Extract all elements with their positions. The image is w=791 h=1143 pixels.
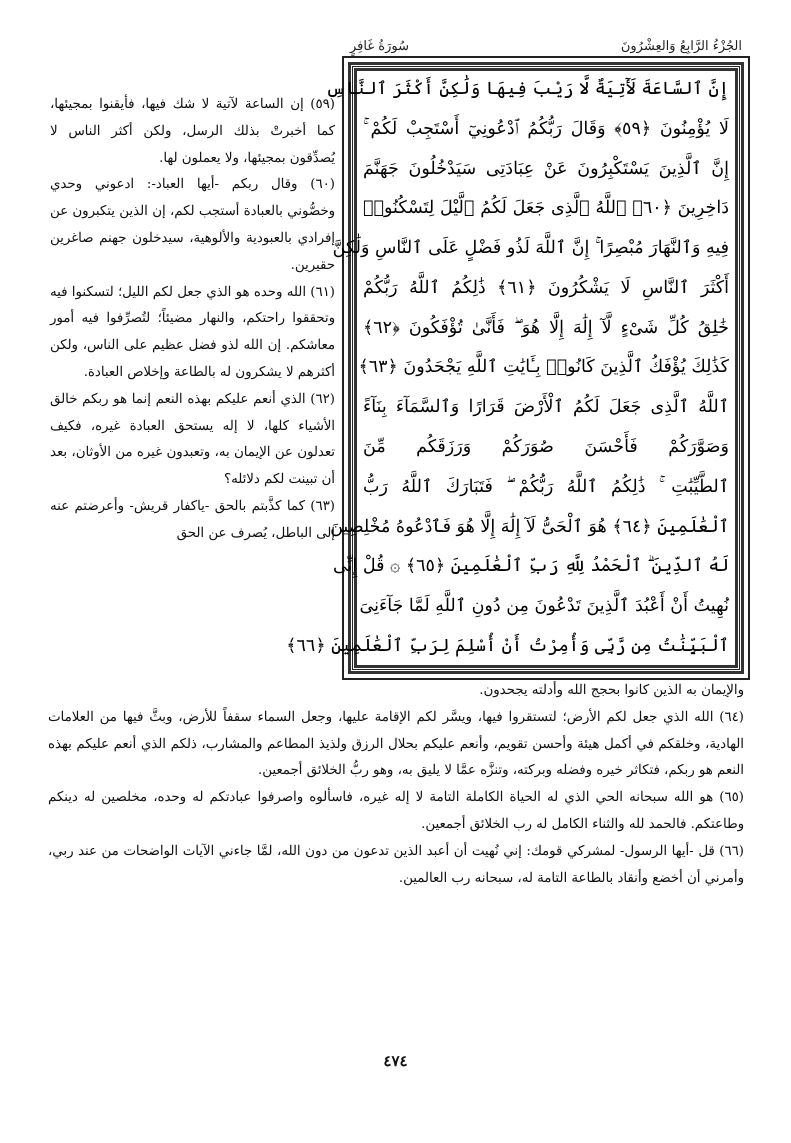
quran-line: ٱلْعَٰلَمِينَ ﴿٦٤﴾ هُوَ ٱلْحَىُّ لَآ إِلَٰهَ إِلَّا هُوَ فَٱدْعُوهُ مُخْلِصِينَ [330,516,729,537]
quran-line: لَهُ ٱلدِّينَ ۗ ٱلْحَمْدُ لِلَّهِ رَبِّ ٱلْعَٰلَمِينَ ﴿٦٥﴾ ۞ قُلْ إِنِّى [332,556,729,577]
quran-line: وَصَوَّرَكُمْ فَأَحْسَنَ صُوَرَكُمْ وَرَزَقَكُم مِّنَ [363,437,729,458]
quran-line: ٱللَّهُ ٱلَّذِى جَعَلَ لَكُمُ ٱلْأَرْضَ قَرَارًا وَٱلسَّمَآءَ بِنَآءً [363,397,729,418]
quran-line: دَاخِرِينَ ﴿٦٠﴾ ٱللَّهُ ٱلَّذِى جَعَلَ لَكُمُ ٱلَّيْلَ لِتَسْكُنُوا۟ [363,198,730,219]
quran-line: كَذَٰلِكَ يُؤْفَكُ ٱلَّذِينَ كَانُوا۟ بِـَٔايَٰتِ ٱللَّهِ يَجْحَدُونَ ﴿٦٣﴾ [358,357,729,378]
tafsir-paragraph: (٦٢) الذي أنعم عليكم بهذه النعم إنما هو ربكم خالق الأشياء كلها، لا إله يستحق العبادة غيره، فكيف تعدلون عن الإيمان به، وتعبدون غيره من الأوثان، بعد أن تبينت لكم دلائله؟ [50,391,335,488]
tafsir-paragraph: (٦٣) كما كذَّبتم بالحق -ياكفار قريش- وأعرضتم عنه إلى الباطل، يُصرف عن الحق [50,498,335,541]
tafsir-paragraph: (٦٤) الله الذي جعل لكم الأرض؛ لتستقروا فيها، ويسَّر لكم الإقامة عليها، وجعل السماء سقفاً للأرض، وبثَّ فيها من العلامات الهادية، وخلقكم في أكمل هيئة وأحسن تقويم، وأنعم عليكم بحلال الرزق ولذيذ المطاعم والمشارب، ذلكم الذي أنعم عليكم بهذه النعم هو ربكم، فتكاثر خيره وفضله وبركته، وتنزَّه عمَّا لا يليق به، وهو ربُّ الخلائق أجمعين. [48,709,744,779]
quran-text-block [286,66,740,670]
tafsir-paragraph: (٥٩) إن الساعة لآتية لا شك فيها، فأيقنوا بمجيئها، كما أخبرتْ بذلك الرسل، ولكن أكثر الناس لا يُصدِّقون بمجيئها، ولا يعملون لها. [50,97,335,166]
quran-line: خَٰلِقُ كُلِّ شَىْءٍ لَّآ إِلَٰهَ إِلَّا هُوَ ۖ فَأَنَّىٰ تُؤْفَكُونَ ﴿٦٢﴾ [363,317,729,338]
quran-line: إِنَّ ٱلَّذِينَ يَسْتَكْبِرُونَ عَنْ عِبَادَتِى سَيَدْخُلُونَ جَهَنَّمَ [363,158,729,179]
quran-line: إِنَّ ٱلسَّاعَةَ لَأٓتِيَةٌ لَّا رَيْبَ فِيهَا وَلَٰكِنَّ أَكْثَرَ ٱلنَّاسِ [325,79,729,99]
quran-line: ٱلْبَيِّنَٰتُ مِن رَّبِّى وَأُمِرْتُ أَنْ أُسْلِمَ لِرَبِّ ٱلْعَٰلَمِينَ ﴿٦٦﴾ [286,635,729,656]
page-header [350,34,742,58]
tafsir-side-column [50,92,335,548]
quran-line: فِيهِ وَٱلنَّهَارَ مُبْصِرًا ۚ إِنَّ ٱللَّهَ لَذُو فَضْلٍ عَلَى ٱلنَّاسِ وَلَٰكِنَّ [332,238,729,259]
quran-line: أَكْثَرَ ٱلنَّاسِ لَا يَشْكُرُونَ ﴿٦١﴾ ذَٰلِكُمُ ٱللَّهُ رَبُّكُمْ [363,277,729,298]
quran-line: لَا يُؤْمِنُونَ ﴿٥٩﴾ وَقَالَ رَبُّكُمُ ٱدْعُونِيٓ أَسْتَجِبْ لَكُمْ ۚ [363,118,729,139]
tafsir-paragraph: (٦٠) وقال ربكم -أيها العباد-: ادعوني وحدي وخصُّوني بالعبادة أستجب لكم، إن الذين يتكبرون عن إفرادي بالعبودية والألوهية، سيدخلون جهنم صاغرين حقيرين. [50,177,335,273]
quran-frame [286,56,750,680]
quran-line: ٱلطَّيِّبَٰتِ ۚ ذَٰلِكُمُ ٱللَّهُ رَبُّكُمْ ۖ فَتَبَارَكَ ٱللَّهُ رَبُّ [363,476,729,497]
juz-title: الجُزْءُ الرَّابِعُ وَالعِشْرُونَ [620,38,742,54]
quran-line: نُهِيتُ أَنْ أَعْبُدَ ٱلَّذِينَ تَدْعُونَ مِن دُونِ ٱللَّهِ لَمَّا جَآءَنِىَ [359,596,729,617]
tafsir-full-width [48,678,744,892]
surah-title: سُورَةُ غَافِرٍ [350,38,409,54]
page-number: ٤٧٤ [383,1052,408,1070]
tafsir-paragraph: والإيمان به الذين كانوا بحجج الله وأدلته يجحدون. [479,683,744,698]
tafsir-paragraph: (٦٥) هو الله سبحانه الحي الذي له الحياة الكاملة التامة لا إله غيره، فاسألوه واصرفوا عبادتكم له وحده، مخلصين له دينكم وطاعتكم. فالحمد لله والثناء الكامل له رب الخلائق أجمعين. [48,790,744,832]
tafsir-paragraph: (٦١) الله وحده هو الذي جعل لكم الليل؛ لتسكنوا فيه وتحققوا راحتكم، والنهار مضيئاً؛ لتُصرِّفوا فيه أمور معاشكم. إن الله لذو فضل عظيم على الناس، ولكن أكثرهم لا يشكرون له بالطاعة وإخلاص العبادة. [50,284,335,380]
tafsir-paragraph: (٦٦) قل -أيها الرسول- لمشركي قومك: إني نُهيت أن أعبد الذين تدعون من دون الله، لمَّا جاءني الآيات الواضحات من عند ربي، وأمرني أن أخضع وأنقاد بالطاعة التامة له، سبحانه رب العالمين. [48,843,744,886]
